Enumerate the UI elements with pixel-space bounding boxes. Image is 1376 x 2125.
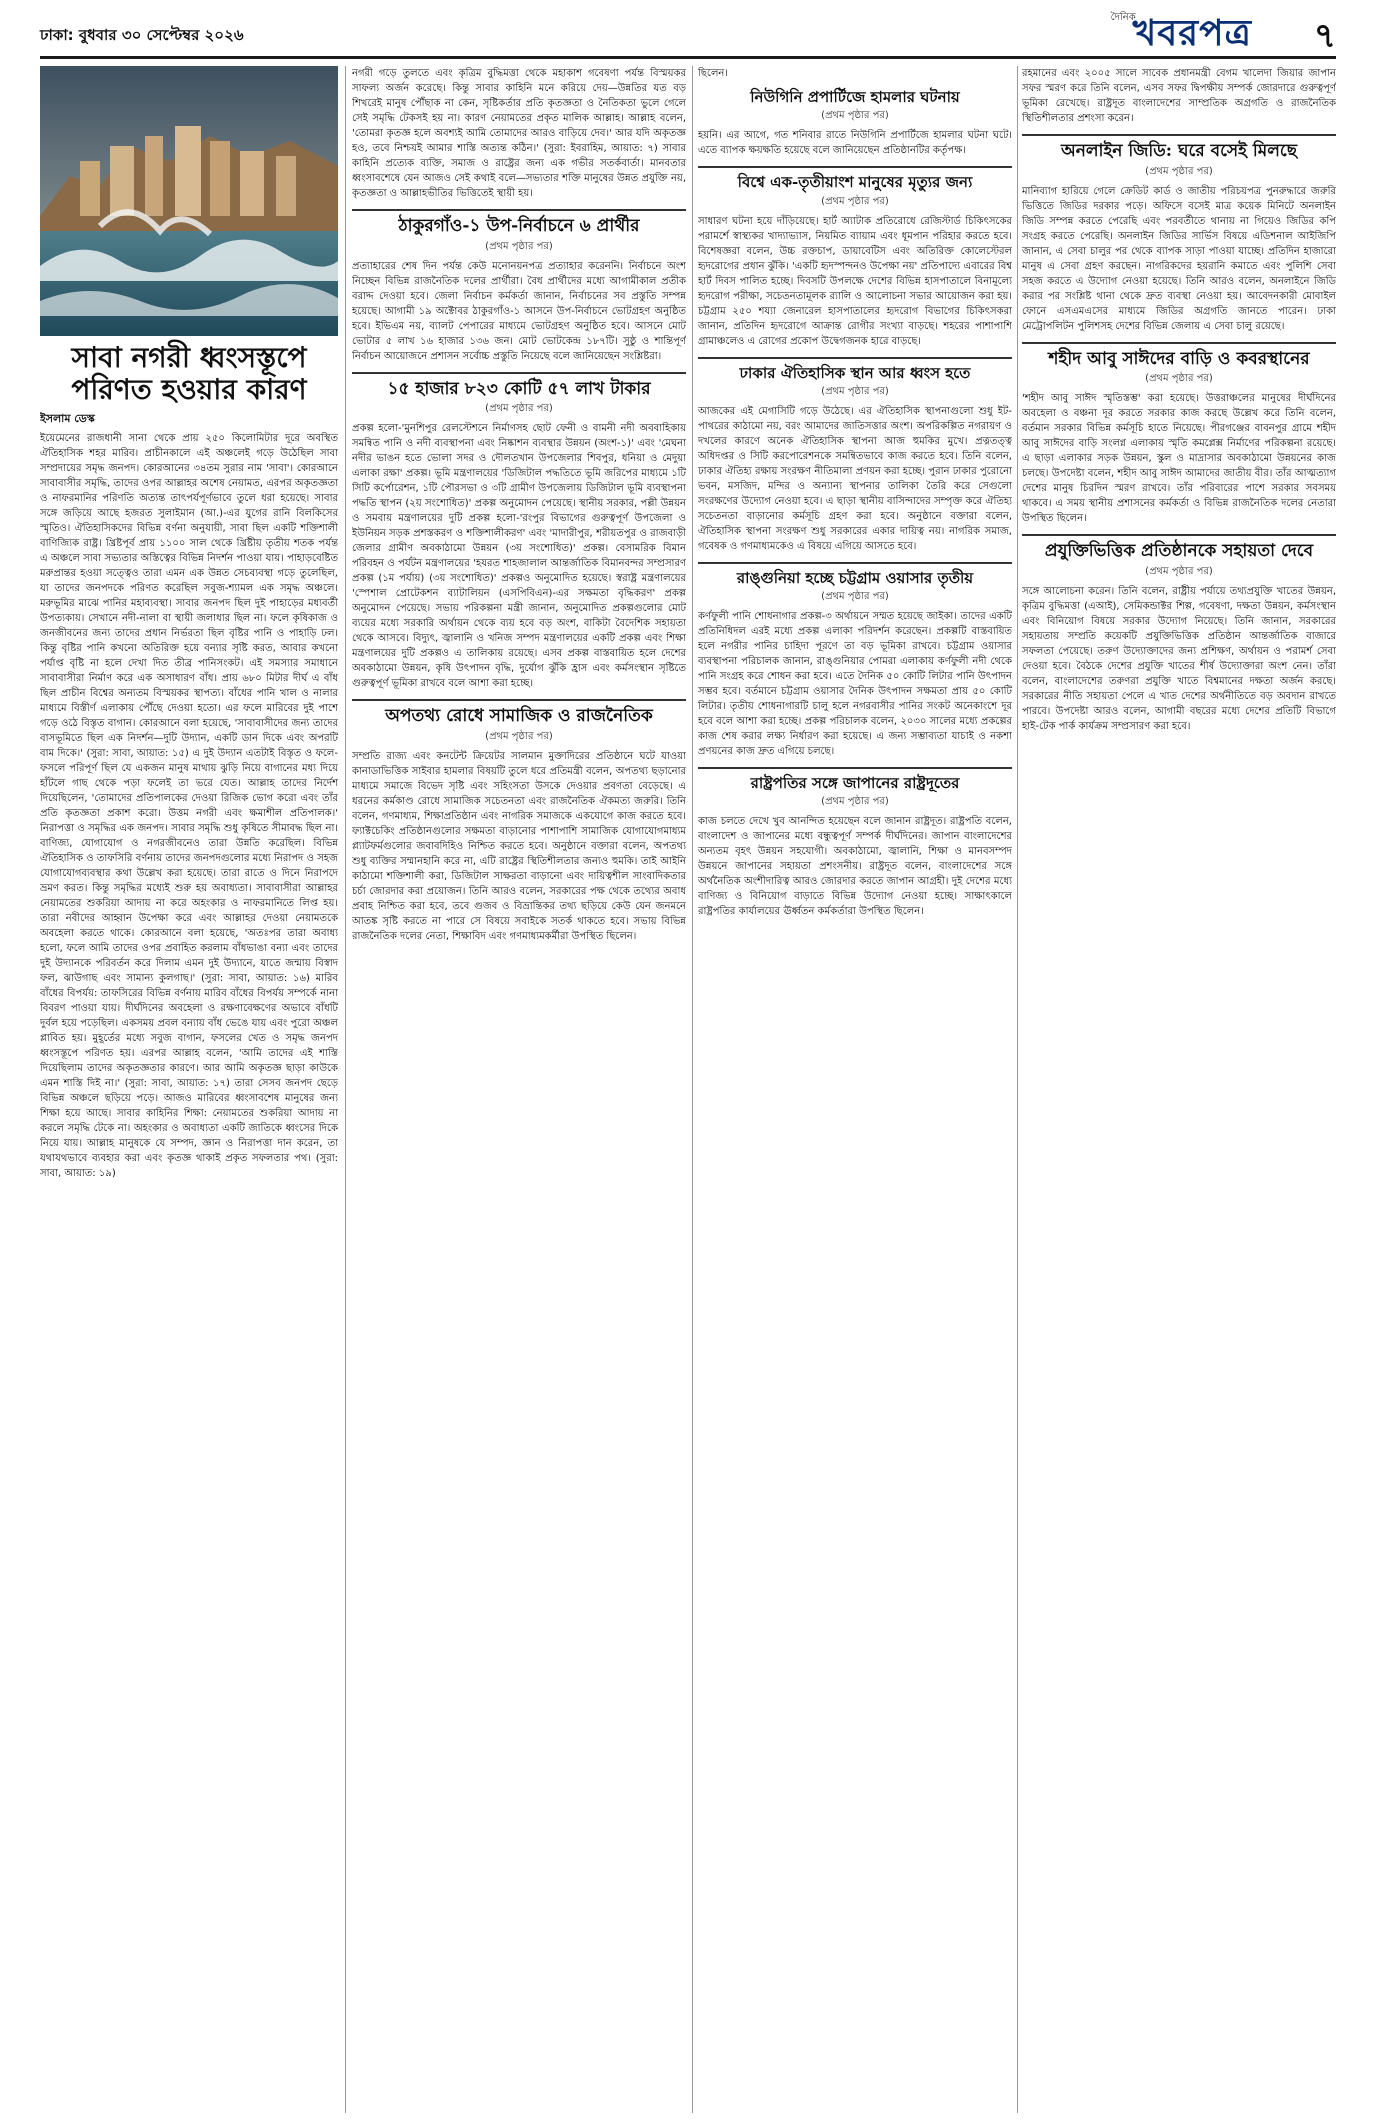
continued-label: (প্রথম পৃষ্ঠার পর): [821, 591, 889, 602]
article-body-online-gd: মানিব্যাগ হারিয়ে গেলে ক্রেডিট কার্ড ও জাতীয় পরিচয়পত্র পুনরুদ্ধারে জরুরি ভিত্তিতে জিডির দরকার পড়ে। অফিসে বসেই মাত্র কয়েক মিনিটে অনলাইন জিডি সম্পন্ন করতে পেরেছি এবং পরবর্তীতে থানায় না গিয়েও জিডির কপি সংগ্রহ করতে পেরেছি। অনলাইন জিডির সার্ভিস বিষয়ে এডিশনাল আইজিপি জানান, এ সেবা চালুর পর থেকে ব্যাপক সাড়া পাওয়া যাচ্ছে। প্রতিদিন হাজারো মানুষ এ সেবা গ্রহণ করছেন। নাগরিকদের হয়রানি কমাতে এবং পুলিশি সেবা সহজ করতে এ উদ্যোগ নেওয়া হয়েছে। তিনি আরও বলেন, অনলাইনে জিডি করার পর সংশ্লিষ্ট থানা থেকে দ্রুত ব্যবস্থা নেওয়া হয়। আবেদনকারী মোবাইল ফোনে এসএমএসের মাধ্যমে জিডির অগ্রগতি জানতে পারেন। ঢাকা মেট্রোপলিটন পুলিশসহ দেশের বিভিন্ন জেলায় এ সেবা চালু রয়েছে।: [1022, 185, 1336, 332]
continued-label: (প্রথম পৃষ্ঠার পর): [485, 240, 553, 252]
article-body-thakurgaon: প্রত্যাহারের শেষ দিন পর্যন্ত কেউ মনোনয়নপত্র প্রত্যাহার করেননি। নির্বাচনে অংশ নিচ্ছেন বিভিন্ন রাজনৈতিক দলের প্রার্থীরা। বৈধ প্রার্থীদের মধ্যে আগামীকাল প্রতীক বরাদ্দ দেওয়া হবে। জেলা নির্বাচন কর্মকর্তা জানান, নির্বাচনের সব প্রস্তুতি সম্পন্ন হয়েছে। আগামী ১৯ অক্টোবর ঠাকুরগাঁও-১ আসনে উপ-নির্বাচনে ভোটগ্রহণ অনুষ্ঠিত হবে। ইভিএম নয়, ব্যালট পেপারের মাধ্যমে ভোটগ্রহণ অনুষ্ঠিত হবে। আসনে মোট ভোটার ৫ লাখ ১৬ হাজার ১৩৬ জন। মোট ভোটকেন্দ্র ১৮৭টি। সুষ্ঠু ও শান্তিপূর্ণ নির্বাচন আয়োজনে প্রশাসন সর্বোচ্চ প্রস্তুতি নিয়েছে বলে জানিয়েছেন সংশ্লিষ্টরা।: [352, 260, 686, 362]
article-body-saba: ইয়েমেনের রাজধানী সানা থেকে প্রায় ২৫০ কিলোমিটার দূরে অবস্থিত ঐতিহাসিক শহর মারিব। প্রাচীনকালে এই অঞ্চলেই গড়ে উঠেছিল সাবা সম্প্রদায়ের সমৃদ্ধ জনপদ। কোরআনের ৩৪তম সুরার নাম 'সাবা'। কোরআনে সাবাবাসীর সমৃদ্ধি, তাদের ওপর আল্লাহর অশেষ নেয়ামত, এরপর অকৃতজ্ঞতা ও নাফরমানির পরিণতি অত্যন্ত তাৎপর্যপূর্ণভাবে তুলে ধরা হয়েছে। সাবার সঙ্গে জড়িয়ে আছে হজরত সুলাইমান (আ.)-এর যুগের রানি বিলকিসের স্মৃতিও। ঐতিহাসিকদের বিভিন্ন বর্ণনা অনুযায়ী, সাবা ছিল একটি শক্তিশালী বাণিজ্যিক রাষ্ট্র। খ্রিষ্টপূর্ব প্রায় ১১০০ সাল থেকে খ্রিষ্টীয় তৃতীয় শতক পর্যন্ত এ অঞ্চলে সাবা সভ্যতার অস্তিত্বের বিভিন্ন নিদর্শন পাওয়া যায়। পাহাড়বেষ্টিত মরুপ্রান্তর হওয়া সত্ত্বেও তারা এমন এক উন্নত সেচব্যবস্থা গড়ে তুলেছিল, যা তাদের জনপদকে পরিণত করেছিল সবুজ-শ্যামল এক সমৃদ্ধ অঞ্চলে। মরুভূমির মাঝে পানির মহাব্যবস্থা। সাবার জনপদ ছিল দুই পাহাড়ের মধ্যবর্তী উপত্যকায়। সেখানে নদী-নালা বা স্থায়ী জলাধার ছিল না। ফলে কৃষিকাজ ও জনজীবনের জন্য তাদের প্রধান নির্ভরতা ছিল বৃষ্টির পানি ও পাহাড়ি ঢল। কিন্তু বৃষ্টির পানি কখনো অতিরিক্ত হয়ে বন্যার সৃষ্টি করত, আবার কখনো পর্যাপ্ত বৃষ্টি না হলে দেখা দিত তীব্র পানিসংকট। এই সমস্যার সমাধানে সাবাবাসীরা নির্মাণ করে এক অসাধারণ বাঁধ। প্রায় ৬৮০ মিটার দীর্ঘ এ বাঁধ ছিল প্রাচীন বিশ্বের অন্যতম বিস্ময়কর স্থাপত্য। বাঁধের পানি খাল ও নালার মাধ্যমে বিস্তীর্ণ এলাকায় পৌঁছে দেওয়া হতো। এর ফলে মারিবের দুই পাশে গড়ে ওঠে বিস্তৃত বাগান। কোরআনে বলা হয়েছে, 'সাবাবাসীদের জন্য তাদের বাসভূমিতে ছিল এক নিদর্শন—দুটি উদ্যান, একটি ডান দিকে এবং অপরটি বাম দিকে।' (সুরা: সাবা, আয়াত: ১৫) এ দুই উদ্যান এতটাই বিস্তৃত ও ফলে-ফসলে পরিপূর্ণ ছিল যে একজন মানুষ মাথায় ঝুড়ি নিয়ে বাগানের মধ্য দিয়ে হাঁটলে গাছ থেকে পড়া ফলেই তা ভরে যেত। আল্লাহ তাদের নির্দেশ দিয়েছিলেন, 'তোমাদের প্রতিপালকের দেওয়া রিজিক ভোগ করো এবং তাঁর প্রতি কৃতজ্ঞতা প্রকাশ করো। উত্তম নগরী এবং ক্ষমাশীল প্রতিপালক।' নিরাপত্তা ও সমৃদ্ধির এক জনপদ। সাবার সমৃদ্ধি শুধু কৃষিতে সীমাবদ্ধ ছিল না। বাণিজ্য, যোগাযোগ ও নগরজীবনেও তারা উন্নতি করেছিল। বিভিন্ন ঐতিহাসিক ও তাফসিরি বর্ণনায় তাদের জনপদগুলোর মধ্যে নিরাপদ ও সহজ যোগাযোগব্যবস্থার কথা উল্লেখ করা হয়েছে। তারা রাতে ও দিনে নিরাপদে ভ্রমণ করত। কিন্তু সমৃদ্ধির মধ্যেই শুরু হয় অবাধ্যতা। সাবাবাসীরা আল্লাহর নেয়ামতের শুকরিয়া আদায় না করে অহংকার ও নাফরমানিতে লিপ্ত হয়। তারা নবীদের আহ্বান উপেক্ষা করে এবং আল্লাহর দেওয়া নেয়ামতকে অবহেলা করতে থাকে। কোরআনে বলা হয়েছে, 'অতঃপর তারা অবাধ্য হলো, ফলে আমি তাদের ওপর প্রবাহিত করলাম বাঁধভাঙা বন্যা এবং তাদের দুই উদ্যানকে পরিবর্তন করে দিলাম এমন দুই উদ্যানে, যাতে জন্মায় বিস্বাদ ফল, ঝাউগাছ এবং সামান্য কুলগাছ।' (সুরা: সাবা, আয়াত: ১৬) মারিব বাঁধের বিপর্যয়: তাফসিরের বিভিন্ন বর্ণনায় মারিব বাঁধের বিপর্যয় সম্পর্কে নানা বিবরণ পাওয়া যায়। দীর্ঘদিনের অবহেলা ও রক্ষণাবেক্ষণের অভাবে বাঁধটি দুর্বল হয়ে পড়েছিল। একসময় প্রবল বন্যায় বাঁধ ভেঙে যায় এবং পুরো অঞ্চল প্লাবিত হয়। মুহূর্তের মধ্যে সবুজ বাগান, ফসলের খেত ও সমৃদ্ধ জনপদ ধ্বংসস্তূপে পরিণত হয়। এরপর আল্লাহ বলেন, 'আমি তাদের এই শাস্তি দিয়েছিলাম তাদের অকৃতজ্ঞতার কারণে। আর আমি অকৃতজ্ঞ ছাড়া কাউকে এমন শাস্তি দিই না।' (সুরা: সাবা, আয়াত: ১৭) তারা সেসব জনপদ ছেড়ে বিভিন্ন অঞ্চলে ছড়িয়ে পড়ে। আজও মারিবের ধ্বংসাবশেষ মানুষের জন্য শিক্ষা হয়ে আছে। সাবার কাহিনির শিক্ষা: নেয়ামতের শুকরিয়া আদায় না করলে সমৃদ্ধি টেকে না। অহংকার ও অবাধ্যতা একটি জাতিকে ধ্বংসের দিকে নিয়ে যায়। আল্লাহ মানুষকে যে সম্পদ, জ্ঞান ও নিরাপত্তা দান করেন, তা যথাযথভাবে ব্যবহার করা এবং কৃতজ্ঞ থাকাই প্রকৃত সফলতার পথ। (সুরা: সাবা, আয়াত: ১৯): [40, 433, 338, 1180]
headline-dhaka-heritage: ঢাকার ঐতিহাসিক স্থান আর ধ্বংস হতে: [739, 363, 971, 382]
column-3: [698, 66, 1012, 2113]
column-divider: [1017, 66, 1018, 2113]
issue-date: ঢাকা: বুধবার ৩০ সেপ্টেম্বর ২০২৬: [40, 26, 244, 44]
article-body-heart-deaths: সাধারণ ঘটনা হয়ে দাঁড়িয়েছে। হার্ট অ্যাটাক প্রতিরোধে রেজিস্টার্ড চিকিৎসকের পরামর্শে স্বাস্থ্যকর খাদ্যাভ্যাস, নিয়মিত ব্যায়াম এবং ধূমপান পরিহার করতে হবে। বিশেষজ্ঞরা বলেন, উচ্চ রক্তচাপ, ডায়াবেটিস এবং অতিরিক্ত কোলেস্টেরল হৃদরোগের প্রধান ঝুঁকি। 'একটি হৃদস্পন্দনও উপেক্ষা নয়' প্রতিপাদ্যে এবারের বিশ্ব হার্ট দিবস পালিত হচ্ছে। দিবসটি উপলক্ষে দেশের বিভিন্ন হাসপাতালে বিনামূল্যে হৃদরোগ পরীক্ষা, সচেতনতামূলক র‍্যালি ও আলোচনা সভার আয়োজন করা হয়। চট্টগ্রাম ২৫০ শয্যা জেনারেল হাসপাতালের হৃদরোগ বিভাগের চিকিৎসকরা জানান, প্রতিদিন হৃদরোগে আক্রান্ত রোগীর সংখ্যা বাড়ছে। শহরের পাশাপাশি গ্রামাঞ্চলেও এ রোগের প্রকোপ উদ্বেগজনক হারে বাড়ছে।: [698, 215, 1012, 347]
article-body-ecnec: প্রকল্প হলো-'মুনশিপুর রেলস্টেশনে নির্মাণসহ ছোট ফেনী ও বামনী নদী অববাহিকায় সমন্বিত পানি ও নদী ব্যবস্থাপনা এবং নিষ্কাশন ব্যবস্থার উন্নয়ন (অংশ-১)' এবং 'মেঘনা নদীর ভাঙন হতে ভোলা সদর ও দৌলতখান উপজেলার শিবপুর, ধনিয়া ও মেদুয়া এলাকা রক্ষা' প্রকল্প। ভূমি মন্ত্রণালয়ের 'ডিজিটাল পদ্ধতিতে ভূমি জরিপের মাধ্যমে ১টি সিটি কর্পোরেশন, ১টি পৌরসভা ও ৩টি গ্রামীণ উপজেলায় ডিজিটাল ভূমি ব্যবস্থাপনা পদ্ধতি স্থাপন (২য় সংশোধিত)' প্রকল্প অনুমোদন পেয়েছে। স্থানীয় সরকার, পল্লী উন্নয়ন ও সমবায় মন্ত্রণালয়ের দুটি প্রকল্প হলো-'রংপুর বিভাগের গুরুত্বপূর্ণ উপজেলা ও ইউনিয়ন সড়ক প্রশস্তকরণ ও শক্তিশালীকরণ' এবং 'মাদারীপুর, শরীয়তপুর ও রাজবাড়ী জেলার গ্রামীণ অবকাঠামো উন্নয়ন (৩য় সংশোধিত)' প্রকল্প। বেসামরিক বিমান পরিবহন ও পর্যটন মন্ত্রণালয়ের 'হযরত শাহজালাল আন্তর্জাতিক বিমানবন্দর সম্প্রসারণ প্রকল্প (১ম পর্যায়) (৩য় সংশোধিত)' প্রকল্পও অনুমোদিত হয়েছে। স্বরাষ্ট্র মন্ত্রণালয়ের 'স্পেশাল প্রোটেকশন ব্যাটালিয়ন (এসপিবিএন)-এর সক্ষমতা বৃদ্ধিকরণ' প্রকল্প অনুমোদন পেয়েছে। সভায় পরিকল্পনা মন্ত্রী জানান, অনুমোদিত প্রকল্পগুলোর মোট ব্যয়ের মধ্যে সরকারি অর্থায়ন থেকে ব্যয় হবে বড় অংশ, বাকিটা বৈদেশিক সহায়তা থেকে আসবে। বিদ্যুৎ, জ্বালানি ও খনিজ সম্পদ মন্ত্রণালয়ের একটি প্রকল্প এবং শিক্ষা মন্ত্রণালয়ের দুটি প্রকল্পও এ তালিকায় রয়েছে। এসব প্রকল্প বাস্তবায়িত হলে দেশের অবকাঠামো উন্নয়ন, কৃষি উৎপাদন বৃদ্ধি, দুর্যোগ ঝুঁকি হ্রাস এবং কর্মসংস্থান সৃষ্টিতে গুরুত্বপূর্ণ ভূমিকা রাখবে বলে আশা করা হচ্ছে।: [352, 423, 686, 690]
continued-label: (প্রথম পৃষ্ঠার পর): [821, 796, 889, 808]
headline-abu-sayeed: শহীদ আবু সাঈদের বাড়ি ও কবরস্থানের: [1048, 348, 1310, 369]
story-separator: [1022, 134, 1336, 136]
headline-japan-ambassador: রাষ্ট্রপতির সঙ্গে জাপানের রাষ্ট্রদূতের: [750, 774, 960, 792]
story-separator: [1022, 534, 1336, 536]
page-header: [40, 0, 1336, 59]
continued-label: (প্রথম পৃষ্ঠার পর): [485, 730, 553, 742]
headline-ecnec: ১৫ হাজার ৮২৩ কোটি ৫৭ লাখ টাকার: [387, 378, 651, 399]
story-separator: [352, 372, 686, 374]
page-number: ৭: [1313, 16, 1336, 56]
article-body-dhaka-heritage: আজকের এই মেগাসিটি গড়ে উঠেছে। এর ঐতিহাসিক স্থাপনাগুলো শুধু ইট-পাথরের কাঠামো নয়, বরং আমাদের জাতিসত্তার অংশ। অপরিকল্পিত নগরায়ণ ও দখলের কারণে অনেক ঐতিহাসিক স্থাপনা আজ হুমকির মুখে। প্রত্নতত্ত্ব অধিদপ্তর ও সিটি করপোরেশনকে সমন্বিতভাবে কাজ করতে হবে। তিনি বলেন, ঢাকার ঐতিহ্য রক্ষায় সংরক্ষণ নীতিমালা প্রণয়ন করা হচ্ছে। পুরান ঢাকার পুরোনো ভবন, মসজিদ, মন্দির ও অন্যান্য স্থাপনার তালিকা তৈরি করে সেগুলো সংরক্ষণের উদ্যোগ নেওয়া হবে। এ ছাড়া স্থানীয় বাসিন্দাদের সম্পৃক্ত করে ঐতিহ্য সচেতনতা বাড়ানোর কর্মসূচি গ্রহণ করা হবে। অনুষ্ঠানে বক্তারা বলেন, ঐতিহাসিক স্থাপনা সংরক্ষণ শুধু সরকারের একার দায়িত্ব নয়। নাগরিক সমাজ, গবেষক ও গণমাধ্যমকেও এ বিষয়ে এগিয়ে আসতে হবে।: [698, 405, 1012, 552]
story-separator: [698, 357, 1012, 359]
article-body-misinformation: সম্প্রতি রাজ্য এবং কনটেন্ট ক্রিয়েটর সালমান মুক্তাদিরের প্রতিষ্ঠানে ঘটে যাওয়া কানাডাভিত্তিক সাইবার হামলার বিষয়টি তুলে ধরে প্রতিমন্ত্রী বলেন, অপতথ্য ছড়ানোর মাধ্যমে সমাজে বিভেদ সৃষ্টি এবং সহিংসতা উসকে দেওয়ার প্রবণতা বেড়েছে। এ ধরনের কর্মকাণ্ড রোধে সামাজিক সচেতনতা এবং রাজনৈতিক ঐকমত্য জরুরি। তিনি বলেন, গণমাধ্যম, শিক্ষাপ্রতিষ্ঠান এবং নাগরিক সমাজকে একযোগে কাজ করতে হবে। ফ্যাক্টচেকিং প্রতিষ্ঠানগুলোর সক্ষমতা বাড়ানোর পাশাপাশি সামাজিক যোগাযোগমাধ্যম প্ল্যাটফর্মগুলোর জবাবদিহিও নিশ্চিত করতে হবে। অনুষ্ঠানে বক্তারা বলেন, অপতথ্য শুধু ব্যক্তির সম্মানহানি করে না, এটি রাষ্ট্রের স্থিতিশীলতার জন্যও হুমকি। তাই আইনি কাঠামো শক্তিশালী করা, ডিজিটাল সাক্ষরতা বাড়ানো এবং দায়িত্বশীল সাংবাদিকতার চর্চা জোরদার করা প্রয়োজন। তিনি আরও বলেন, সরকারের পক্ষ থেকে তথ্যের অবাধ প্রবাহ নিশ্চিত করা হবে, তবে গুজব ও বিভ্রান্তিকর তথ্য ছড়িয়ে কেউ যেন জনমনে আতঙ্ক সৃষ্টি করতে না পারে সে বিষয়ে সবাইকে সতর্ক থাকতে হবে। সভায় বিভিন্ন রাজনৈতিক দলের নেতা, শিক্ষাবিদ এবং গণমাধ্যমকর্মীরা উপস্থিত ছিলেন।: [352, 750, 686, 942]
story-separator: [352, 699, 686, 701]
continued-label: (প্রথম পৃষ্ঠার পর): [821, 110, 889, 122]
masthead-title: খবরপত্র: [1132, 12, 1252, 54]
headline-new-guinea: নিউগিনি প্রপার্টিজে হামলার ঘটনায়: [750, 88, 960, 106]
article-tail: ছিলেন।: [698, 68, 728, 79]
photo-illustration: [40, 66, 338, 336]
continued-label: (প্রথম পৃষ্ঠার পর): [1145, 565, 1213, 577]
continued-label: (প্রথম পৃষ্ঠার পর): [1145, 165, 1213, 177]
continued-label: (প্রথম পৃষ্ঠার পর): [485, 403, 553, 415]
article-body-new-guinea: হয়নি। এর আগে, গত শনিবার রাতে নিউগিনি প্রপার্টিজে হামলার ঘটনা ঘটে। এতে ব্যাপক ক্ষয়ক্ষতি হয়েছে বলে জানিয়েছেন প্রতিষ্ঠানটির কর্তৃপক্ষ।: [698, 130, 1012, 157]
headline-heart-deaths: বিশ্বে এক-তৃতীয়াংশ মানুষের মৃত্যুর জন্য: [737, 173, 973, 192]
story-separator: [698, 767, 1012, 769]
column-4: [1022, 66, 1336, 2113]
column-2: [352, 66, 686, 2113]
masthead-small: দৈনিক: [1110, 12, 1136, 23]
article-body-japan-continued: রহমানের এবং ২০০৫ সালে সাবেক প্রধানমন্ত্রী বেগম খালেদা জিয়ার জাপান সফর স্মরণ করে তিনি বলেন, এসব সফর দ্বিপক্ষীয় সম্পর্ক জোরদারে গুরুত্বপূর্ণ ভূমিকা রেখেছে। রাষ্ট্রদূত বাংলাদেশের সাম্প্রতিক অগ্রগতি ও রাজনৈতিক স্থিতিশীলতার প্রশংসা করেন।: [1022, 68, 1336, 124]
continued-label: (প্রথম পৃষ্ঠার পর): [821, 385, 889, 397]
headline-misinformation: অপতথ্য রোধে সামাজিক ও রাজনৈতিক: [385, 706, 653, 727]
continued-label: (প্রথম পৃষ্ঠার পর): [1145, 373, 1213, 385]
headline-rangunia-wasa: রাঙ্গুনিয়া হচ্ছে চট্টগ্রাম ওয়াসার তৃতীয়: [736, 568, 974, 587]
story-separator: [352, 209, 686, 211]
masthead: [1107, 6, 1252, 66]
article-body-saba-continued: নগরী গড়ে তুলতে এবং কৃত্রিম বুদ্ধিমত্তা থেকে মহাকাশ গবেষণা পর্যন্ত বিস্ময়কর সাফল্য অর্জন করেছে। কিন্তু সাবার কাহিনি মনে করিয়ে দেয়—উন্নতির যত বড় শিখরেই মানুষ পৌঁছাক না কেন, সৃষ্টিকর্তার প্রতি কৃতজ্ঞতা ও নৈতিকতা ভুলে গেলে সেই সমৃদ্ধি টেকসই হয় না। কারণ নেয়ামতের প্রকৃত মালিক আল্লাহ। আল্লাহ বলেন, 'তোমরা কৃতজ্ঞ হলে অবশ্যই আমি তোমাদের আরও বাড়িয়ে দেব।' আর যদি অকৃতজ্ঞ হও, তবে নিশ্চয়ই আমার শাস্তি অত্যন্ত কঠিন।' (সুরা: ইবরাহিম, আয়াত: ৭) সাবার কাহিনি প্রত্যেক ব্যক্তি, সমাজ ও রাষ্ট্রের জন্য এক গভীর সতর্কবার্তা। মানবতার ধ্বংসাবশেষে যেন আজও সেই কথাই বলে—সভ্যতার শক্তি মানুষের উন্নত প্রযুক্তি নয়, কৃতজ্ঞতা ও আল্লাহভীতির ভিত্তিতেই স্থায়ী হয়।: [352, 68, 686, 199]
column-divider: [345, 66, 346, 2113]
column-1: [40, 66, 338, 2113]
sea-fortress-photo: [40, 66, 338, 336]
continued-label: (প্রথম পৃষ্ঠার পর): [821, 195, 889, 207]
headline-online-gd: অনলাইন জিডি: ঘরে বসেই মিলছে: [1060, 141, 1297, 161]
article-body-rangunia-wasa: কর্ণফুলী পানি শোধনাগার প্রকল্প-৩ অর্থায়নে সম্মত হয়েছে জাইকা। তাদের একটি প্রতিনিধিদল এরই মধ্যে প্রকল্প এলাকা পরিদর্শন করেছেন। প্রকল্পটি বাস্তবায়িত হলে নগরীর পানির চাহিদা পূরণে তা বড় ভূমিকা রাখবে। চট্টগ্রাম ওয়াসার ব্যবস্থাপনা পরিচালক জানান, রাঙ্গুনিয়ার পোমরা এলাকায় কর্ণফুলী নদী থেকে পানি সংগ্রহ করে শোধন করা হবে। এতে দৈনিক ৫০ কোটি লিটার পানি উৎপাদন সম্ভব হবে। বর্তমানে চট্টগ্রাম ওয়াসার দৈনিক উৎপাদন সক্ষমতা প্রায় ৫০ কোটি লিটার। তৃতীয় শোধনাগারটি চালু হলে নগরবাসীর পানির সংকট অনেকাংশে দূর হবে বলে আশা করা হচ্ছে। প্রকল্প পরিচালক বলেন, ২০৩০ সালের মধ্যে প্রকল্পের কাজ শেষ করার লক্ষ্য নির্ধারণ করা হয়েছে। এ জন্য সম্ভাব্যতা যাচাই ও নকশা প্রণয়নের কাজ দ্রুত এগিয়ে চলছে।: [698, 611, 1012, 757]
headline-thakurgaon: ঠাকুরগাঁও-১ উপ-নির্বাচনে ৬ প্রার্থীর: [398, 216, 640, 236]
byline: ইসলাম ডেস্ক: [40, 412, 95, 426]
article-body-abu-sayeed: 'শহীদ আবু সাঈদ স্মৃতিস্তম্ভ' করা হয়েছে। উত্তরাঞ্চলের মানুষের দীর্ঘদিনের অবহেলা ও বঞ্চনা দূর করতে সরকার কাজ করছে উল্লেখ করে তিনি বলেন, বর্তমান সরকার বিভিন্ন কর্মসূচি হাতে নিয়েছে। পীরগঞ্জের বাবনপুর গ্রামে শহীদ আবু সাঈদের বাড়ি সংলগ্ন এলাকায় স্মৃতি কমপ্লেক্স নির্মাণের পরিকল্পনা রয়েছে। এ ছাড়া এলাকার সড়ক উন্নয়ন, স্কুল ও মাদ্রাসার অবকাঠামো উন্নয়নের কাজ চলছে। উপদেষ্টা বলেন, শহীদ আবু সাঈদ আমাদের জাতীয় বীর। তাঁর আত্মত্যাগ দেশের মানুষ চিরদিন স্মরণ রাখবে। তাঁর পরিবারের পাশে সরকার সবসময় থাকবে। এ সময় স্থানীয় প্রশাসনের কর্মকর্তা ও বিভিন্ন রাজনৈতিক দলের নেতারা উপস্থিত ছিলেন।: [1022, 393, 1336, 525]
article-body-tech-support: সঙ্গে আলোচনা করেন। তিনি বলেন, রাষ্ট্রীয় পর্যায়ে তথ্যপ্রযুক্তি খাতের উন্নয়ন, কৃত্রিম বুদ্ধিমত্তা (এআই), সেমিকন্ডাক্টর শিল্প, গবেষণা, দক্ষতা উন্নয়ন, কর্মসংস্থান এবং বিনিয়োগ বিষয়ে সরকার উদ্যোগ নিয়েছে। তিনি জানান, সরকারের সহায়তায় সম্প্রতি কয়েকটি প্রযুক্তিভিত্তিক প্রতিষ্ঠান আন্তর্জাতিক বাজারে সফলতা পেয়েছে। তরুণ উদ্যোক্তাদের জন্য প্রশিক্ষণ, অর্থায়ন ও পরামর্শ সেবা দেওয়া হবে। বৈঠকে দেশের প্রযুক্তি খাতের শীর্ষ উদ্যোক্তারা অংশ নেন। তাঁরা বলেন, বাংলাদেশের তরুণরা প্রযুক্তি খাতে বিশ্বমানের দক্ষতা অর্জন করছে। সরকারের নীতি সহায়তা পেলে এ খাত দেশের অর্থনীতিতে বড় অবদান রাখতে পারবে। উপদেষ্টা আরও বলেন, আগামী বছরের মধ্যে দেশের প্রতিটি বিভাগে হাই-টেক পার্ক কার্যক্রম সম্প্রসারণ করা হবে।: [1022, 585, 1336, 732]
headline-saba: সাবা নগরী ধ্বংসস্তূপে পরিণত হওয়ার কারণ: [71, 341, 307, 407]
story-separator: [698, 166, 1012, 168]
story-separator: [698, 562, 1012, 564]
headline-tech-support: প্রযুক্তিভিত্তিক প্রতিষ্ঠানকে সহায়তা দেবে: [1044, 541, 1314, 562]
article-body-japan-ambassador: কাজ চলতে দেখে খুব আনন্দিত হয়েছেন বলে জানান রাষ্ট্রদূত। রাষ্ট্রপতি বলেন, বাংলাদেশ ও জাপানের মধ্যে বন্ধুত্বপূর্ণ সম্পর্ক দীর্ঘদিনের। জাপান বাংলাদেশের অন্যতম বৃহৎ উন্নয়ন সহযোগী। অবকাঠামো, জ্বালানি, শিক্ষা ও মানবসম্পদ উন্নয়নে জাপানের সহায়তা প্রশংসনীয়। রাষ্ট্রদূত বলেন, বাংলাদেশের সঙ্গে অর্থনৈতিক অংশীদারিত্ব আরও জোরদার করতে জাপান আগ্রহী। দুই দেশের মধ্যে বাণিজ্য ও বিনিয়োগ বাড়াতে বিভিন্ন উদ্যোগ নেওয়া হচ্ছে। সাক্ষাৎকালে রাষ্ট্রপতির কার্যালয়ের ঊর্ধ্বতন কর্মকর্তারা উপস্থিত ছিলেন।: [698, 816, 1012, 918]
column-divider: [692, 66, 693, 2113]
story-separator: [1022, 342, 1336, 344]
